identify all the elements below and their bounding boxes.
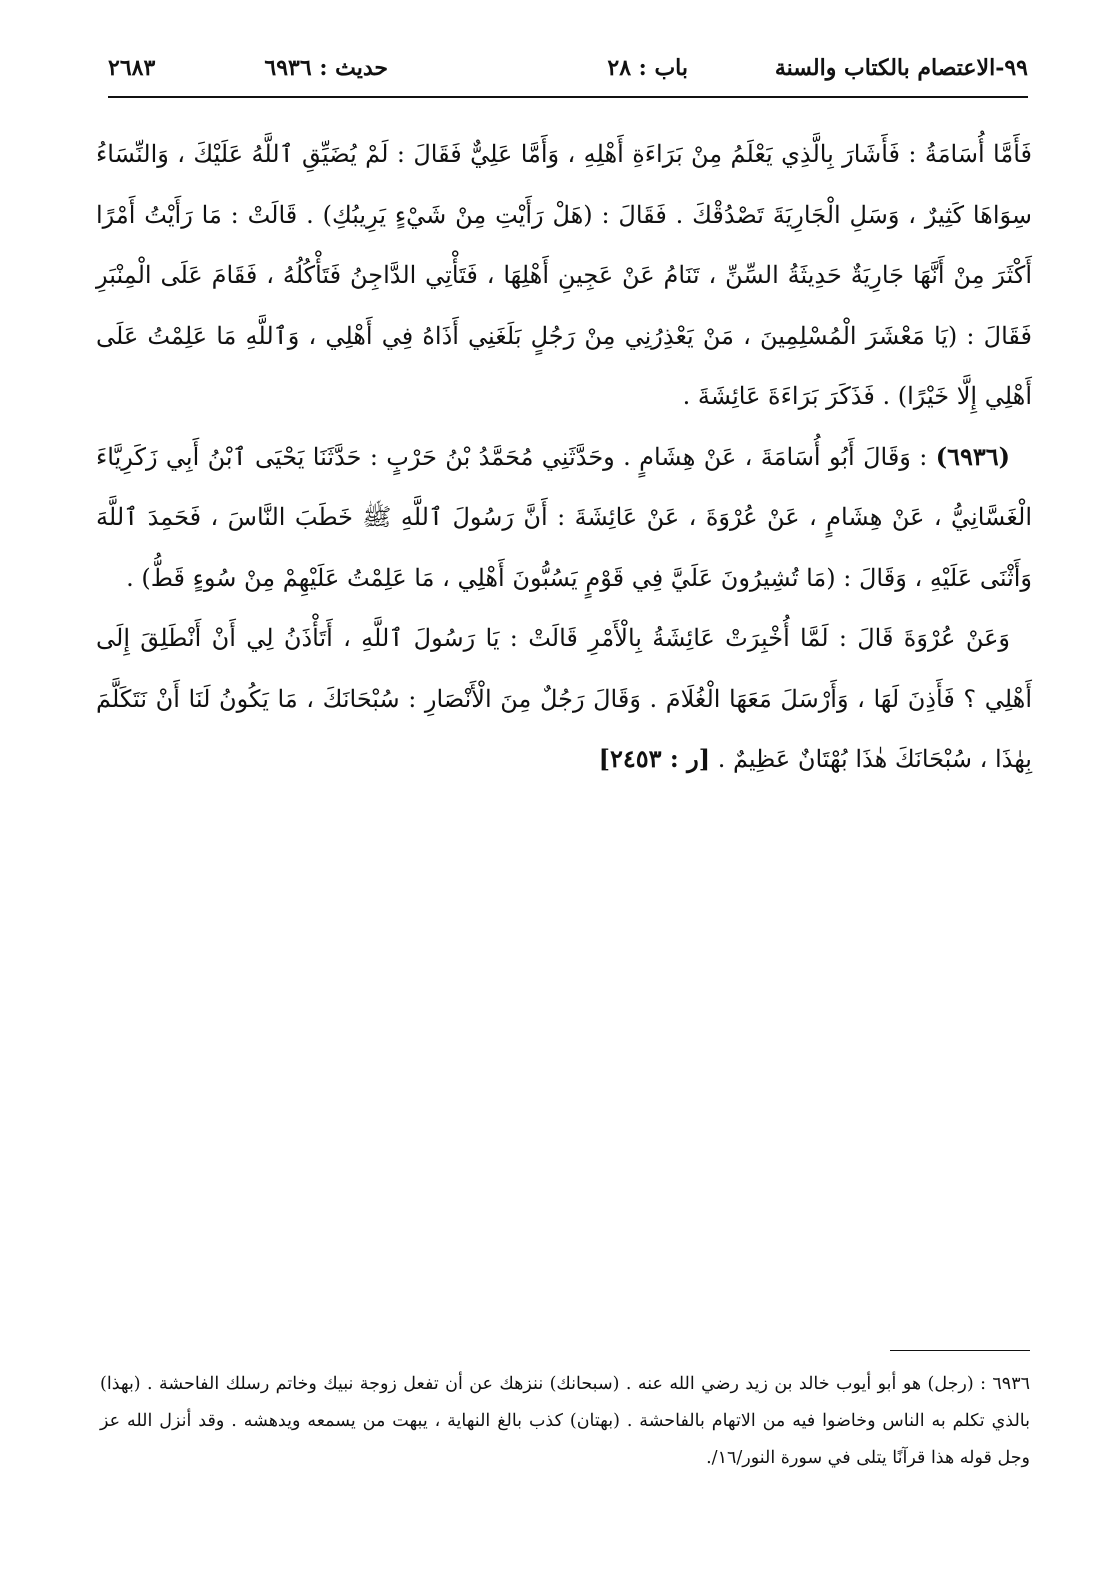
paragraph-1: فَأَمَّا أُسَامَةُ : فَأَشَارَ بِالَّذِي يَعْلَمُ مِنْ بَرَاءَةِ أَهْلِهِ ، وَأَمَّا عَلِيٌّ فَقَالَ : لَمْ يُضَيِّقِ ٱللَّهُ عَلَيْكَ ، وَالنِّسَاءُ سِوَاهَا كَثِيرٌ ، وَسَلِ الْجَارِيَةَ تَصْدُقْكَ . فَقَالَ : (هَلْ رَأَيْتِ مِنْ شَيْءٍ يَرِيبُكِ) . قَالَتْ : مَا رَأَيْتُ أَمْرًا أَكْثَرَ مِنْ أَنَّهَا جَارِيَةٌ حَدِيثَةُ السِّنِّ ، تَنَامُ عَنْ عَجِينِ أَهْلِهَا ، فَتَأْتِي الدَّاجِنُ فَتَأْكُلُهُ ، فَقَامَ عَلَى الْمِنْبَرِ فَقَالَ : (يَا مَعْشَرَ الْمُسْلِمِينَ ، مَنْ يَعْذِرُنِي مِنْ رَجُلٍ بَلَغَنِي أَذَاهُ فِي أَهْلِي ، وَٱللَّهِ مَا عَلِمْتُ عَلَى أَهْلِي إِلَّا خَيْرًا) . فَذَكَرَ بَرَاءَةَ عَائِشَةَ .: [96, 140, 1032, 410]
footnote-text: ٦٩٣٦ : (رجل) هو أبو أيوب خالد بن زيد رضي الله عنه . (سبحانك) ننزهك عن أن تفعل زوجة نبيك وخاتم رسلك الفاحشة . (بهذا) بالذي تكلم به الناس وخاضوا فيه من الاتهام بالفاحشة . (بهتان) كذب بالغ النهاية ، يبهت من يسمعه ويدهشه . وقد أنزل الله عز وجل قوله هذا قرآنًا يتلى في سورة النور/١٦/.: [100, 1374, 1030, 1468]
running-header: [108, 44, 1028, 92]
bab-number: باب : ٢٨: [607, 55, 688, 81]
hadith-range: حديث : ٦٩٣٦: [264, 55, 388, 81]
header-divider: [108, 96, 1028, 98]
paragraph-2-text: : وَقَالَ أَبُو أُسَامَةَ ، عَنْ هِشَامٍ . وحَدَّثَنِي مُحَمَّدُ بْنُ حَرْبٍ : حَدَّثَنَا يَحْيَى ٱبْنُ أَبِي زَكَرِيَّاءَ الْغَسَّانِيُّ ، عَنْ هِشَامٍ ، عَنْ عُرْوَةَ ، عَنْ عَائِشَةَ : أَنَّ رَسُولَ ٱللَّهِ ﷺ خَطَبَ النَّاسَ ، فَحَمِدَ ٱللَّهَ وَأَثْنَى عَلَيْهِ ، وَقَالَ : (مَا تُشِيرُونَ عَلَيَّ فِي قَوْمٍ يَسُبُّونَ أَهْلِي ، مَا عَلِمْتُ عَلَيْهِمْ مِنْ سُوءٍ قَطُّ) .: [96, 442, 1032, 592]
footnote: [100, 1366, 1030, 1477]
hadith-number: (٦٩٣٦): [935, 441, 1010, 471]
cross-reference: [ر : ٢٤٥٣]: [598, 744, 711, 773]
paragraph-2: [96, 427, 1032, 609]
paragraph-3: [96, 608, 1032, 790]
paragraph-3-text: وَعَنْ عُرْوَةَ قَالَ : لَمَّا أُخْبِرَتْ عَائِشَةُ بِالْأَمْرِ قَالَتْ : يَا رَسُولَ ٱللَّهِ ، أَتَأْذَنُ لِي أَنْ أَنْطَلِقَ إِلَى أَهْلِي ؟ فَأَذِنَ لَهَا ، وَأَرْسَلَ مَعَهَا الْغُلَامَ . وَقَالَ رَجُلٌ مِنَ الْأَنْصَارِ : سُبْحَانَكَ ، مَا يَكُونُ لَنَا أَنْ نَتَكَلَّمَ بِهٰذَا ، سُبْحَانَكَ هٰذَا بُهْتَانٌ عَظِيمٌ .: [96, 624, 1032, 773]
chapter-title: ٩٩-الاعتصام بالكتاب والسنة: [774, 55, 1028, 81]
page-number: ٢٦٨٣: [108, 55, 156, 81]
main-text: [96, 124, 1032, 790]
footnote-divider: [890, 1350, 1030, 1351]
